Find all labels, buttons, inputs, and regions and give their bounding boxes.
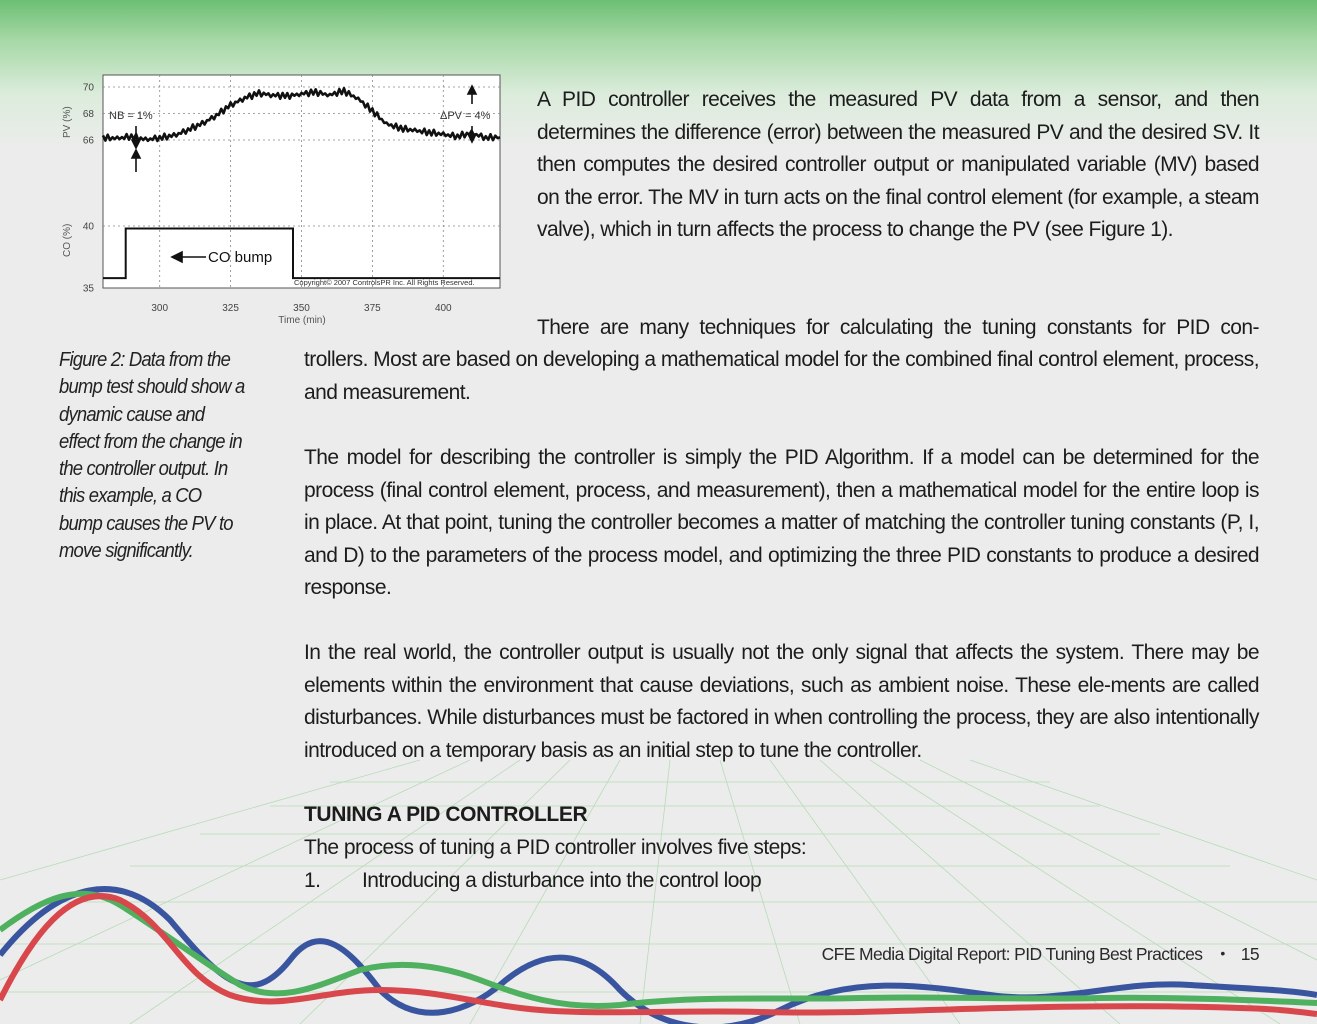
pv-tick-label: 66 — [82, 135, 94, 147]
model-paragraph: The model for describing the controller is simply the PID Algorithm. If a model can be determined for the process (final control element, process, and measurement), then a mathematical model for the entire loop is in place. At that point, tuning the controller becomes a matter of matching the controller tuning constants (P, I, and D) to the parameters of the process model, and optimizing the three PID constants to produce a desired response. — [304, 446, 1259, 600]
x-tick-label: 375 — [364, 303, 381, 314]
x-tick-label: 325 — [222, 303, 239, 314]
delta-pv-annotation: ΔPV = 4% — [440, 110, 491, 122]
page-footer — [822, 944, 1259, 965]
figure-caption: Figure 2: Data from the bump test should show a dynamic cause and effect from the change in the controller output. In this example, a CO bump causes the PV to move significantly. — [59, 348, 245, 563]
page-number: 15 — [1240, 944, 1259, 964]
step-number: 1. — [304, 869, 321, 892]
x-tick-label: 350 — [293, 303, 310, 314]
step-text: Introducing a disturbance into the control loop — [362, 869, 762, 892]
section-heading: TUNING A PID CONTROLLER — [304, 803, 588, 826]
co-tick-label: 35 — [82, 283, 94, 295]
footer-bullet: • — [1220, 945, 1225, 961]
steps-intro: The process of tuning a PID controller involves five steps: — [304, 836, 807, 859]
nb-annotation: NB = 1% — [109, 110, 153, 122]
bump-test-chart — [58, 70, 513, 335]
x-tick-label: 300 — [151, 303, 169, 314]
pv-tick-label: 70 — [82, 82, 94, 94]
disturbances-paragraph: In the real world, the controller output is usually not the only signal that affects the system. There may be elements within the environment that cause deviations, such as ambient noise. These ele-ments are called disturbances. While disturbances must be factored in when controlling the process, they are also intentionally introduced on a temporary basis as an initial step to tune the controller. — [304, 641, 1259, 762]
copyright-note: Copyright© 2007 ControlsPR Inc. All Rights Reserved. — [294, 278, 475, 287]
techniques-paragraph: trollers. Most are based on developing a mathematical model for the combined final control element, process, and measurement. — [304, 348, 1259, 404]
co-bump-annotation: CO bump — [208, 249, 273, 266]
footer-title: CFE Media Digital Report: PID Tuning Best Practices — [821, 944, 1203, 964]
step-item — [304, 865, 761, 898]
intro-paragraph: A PID controller receives the measured PV data from a sensor, and then determines the difference (error) between the measured PV and the desired SV. It then computes the desired controller output or manipulated variable (MV) based on the error. The MV in turn acts on the final control element (for example, a steam valve), which in turn affects the process to change the PV (see Figure 1). — [537, 88, 1259, 242]
pv-axis-label: PV (%) — [62, 106, 73, 138]
pv-tick-label: 68 — [82, 109, 94, 120]
co-axis-label: CO (%) — [62, 223, 73, 257]
co-tick-label: 40 — [82, 221, 94, 233]
techniques-paragraph-first-line: There are many techniques for calculating the tuning constants for PID con- — [537, 316, 1259, 339]
x-axis-label: Time (min) — [278, 315, 326, 326]
x-tick-label: 400 — [434, 303, 452, 314]
